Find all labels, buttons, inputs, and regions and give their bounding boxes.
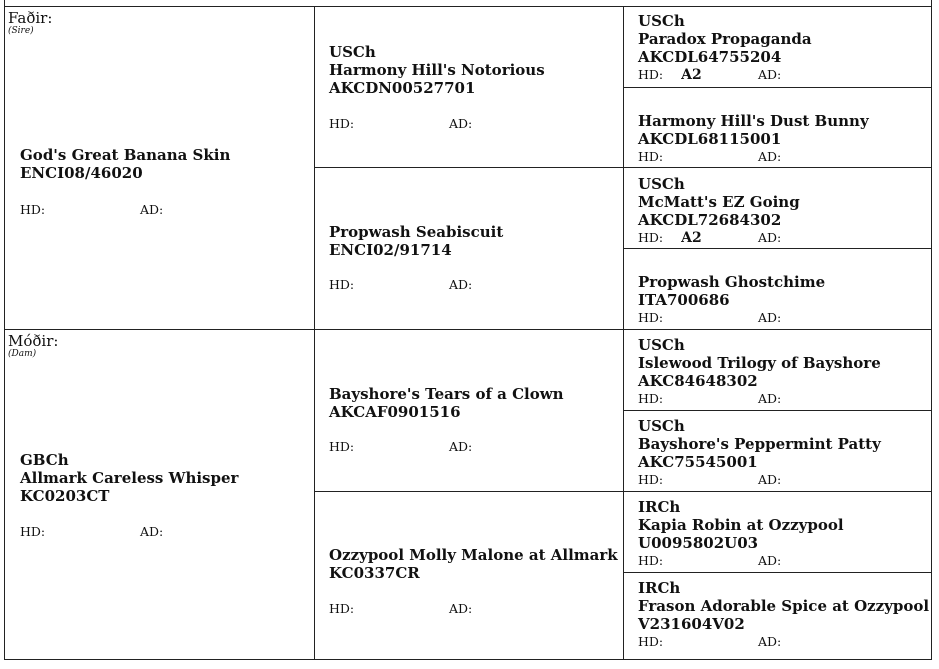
dog-name: Harmony Hill's Notorious [329, 61, 545, 79]
ad-label: AD: [758, 230, 782, 245]
dog-reg: U0095802U03 [638, 534, 759, 552]
dog-name: Kapia Robin at Ozzypool [638, 516, 844, 534]
ad-label: AD: [758, 67, 782, 82]
dog-title: IRCh [638, 579, 681, 597]
hd-label: HD: [329, 277, 355, 292]
dam-sublabel: (Dam) [8, 349, 37, 359]
dog-reg: AKCDL72684302 [638, 211, 782, 229]
hd-label: HD: [638, 472, 664, 487]
dog-reg: AKC84648302 [638, 372, 758, 390]
dog-name: Paradox Propaganda [638, 30, 812, 48]
sire-label: Faðir: [8, 9, 53, 27]
gen3-cell [624, 249, 932, 329]
gen2-cell [315, 168, 623, 329]
hd-label: HD: [638, 634, 664, 649]
gen3-cell [624, 168, 932, 248]
dog-title: USCh [329, 43, 376, 61]
dog-title: USCh [638, 336, 685, 354]
hd-label: HD: [329, 601, 355, 616]
ad-label: AD: [758, 634, 782, 649]
hd-label: HD: [20, 202, 46, 217]
dog-name: Propwash Seabiscuit [329, 223, 504, 241]
hd-label: HD: [20, 524, 46, 539]
gen3-cell [624, 573, 932, 660]
dam-name: Allmark Careless Whisper [20, 469, 239, 487]
dog-name: Harmony Hill's Dust Bunny [638, 112, 869, 130]
ad-label: AD: [758, 553, 782, 568]
dog-name: Propwash Ghostchime [638, 273, 826, 291]
hd-grade: A2 [681, 67, 702, 83]
dog-reg: ENCI02/91714 [329, 241, 452, 259]
sire-cell [4, 6, 314, 329]
dog-name: Ozzypool Molly Malone at Allmark [329, 546, 618, 564]
dog-title: USCh [638, 12, 685, 30]
sire-name: God's Great Banana Skin [20, 146, 231, 164]
hd-grade: A2 [681, 230, 702, 246]
hd-label: HD: A2 [638, 230, 702, 246]
dog-reg: AKCDN00527701 [329, 79, 476, 97]
ad-label: AD: [758, 472, 782, 487]
dog-reg: AKCAF0901516 [329, 403, 461, 421]
dog-title: IRCh [638, 498, 681, 516]
ad-label: AD: [758, 149, 782, 164]
gen2-cell [315, 330, 623, 491]
dog-title: USCh [638, 417, 685, 435]
ad-label: AD: [758, 391, 782, 406]
dog-reg: KC0337CR [329, 564, 420, 582]
dog-name: Frason Adorable Spice at Ozzypool [638, 597, 930, 615]
ad-label: AD: [449, 116, 473, 131]
gen3-cell [624, 330, 932, 410]
dam-title: GBCh [20, 451, 69, 469]
dog-reg: AKCDL64755204 [638, 48, 782, 66]
gen2-cell [315, 492, 623, 660]
sire-reg: ENCI08/46020 [20, 164, 143, 182]
hd-label: HD: A2 [638, 67, 702, 83]
hd-label: HD: [329, 439, 355, 454]
hd-label: HD: [329, 116, 355, 131]
hd-label: HD: [638, 391, 664, 406]
dog-title: USCh [638, 175, 685, 193]
dam-reg: KC0203CT [20, 487, 110, 505]
ad-label: AD: [140, 524, 164, 539]
hd-label: HD: [638, 310, 664, 325]
dog-reg: V231604V02 [638, 615, 745, 633]
dog-name: Bayshore's Tears of a Clown [329, 385, 564, 403]
dog-name: Islewood Trilogy of Bayshore [638, 354, 881, 372]
ad-label: AD: [758, 310, 782, 325]
dog-name: McMatt's EZ Going [638, 193, 800, 211]
hd-label: HD: [638, 553, 664, 568]
hd-label: HD: [638, 149, 664, 164]
gen3-cell [624, 411, 932, 491]
dam-label: Móðir: [8, 332, 59, 350]
ad-label: AD: [449, 439, 473, 454]
dam-cell [4, 330, 314, 660]
ad-label: AD: [449, 277, 473, 292]
sire-sublabel: (Sire) [8, 26, 34, 36]
gen3-cell [624, 492, 932, 572]
dog-reg: AKC75545001 [638, 453, 758, 471]
ad-label: AD: [449, 601, 473, 616]
gen3-cell [624, 6, 932, 87]
dog-reg: AKCDL68115001 [638, 130, 782, 148]
dog-name: Bayshore's Peppermint Patty [638, 435, 881, 453]
gen3-cell [624, 88, 932, 168]
ad-label: AD: [140, 202, 164, 217]
dog-reg: ITA700686 [638, 291, 730, 309]
gen2-cell [315, 6, 623, 167]
